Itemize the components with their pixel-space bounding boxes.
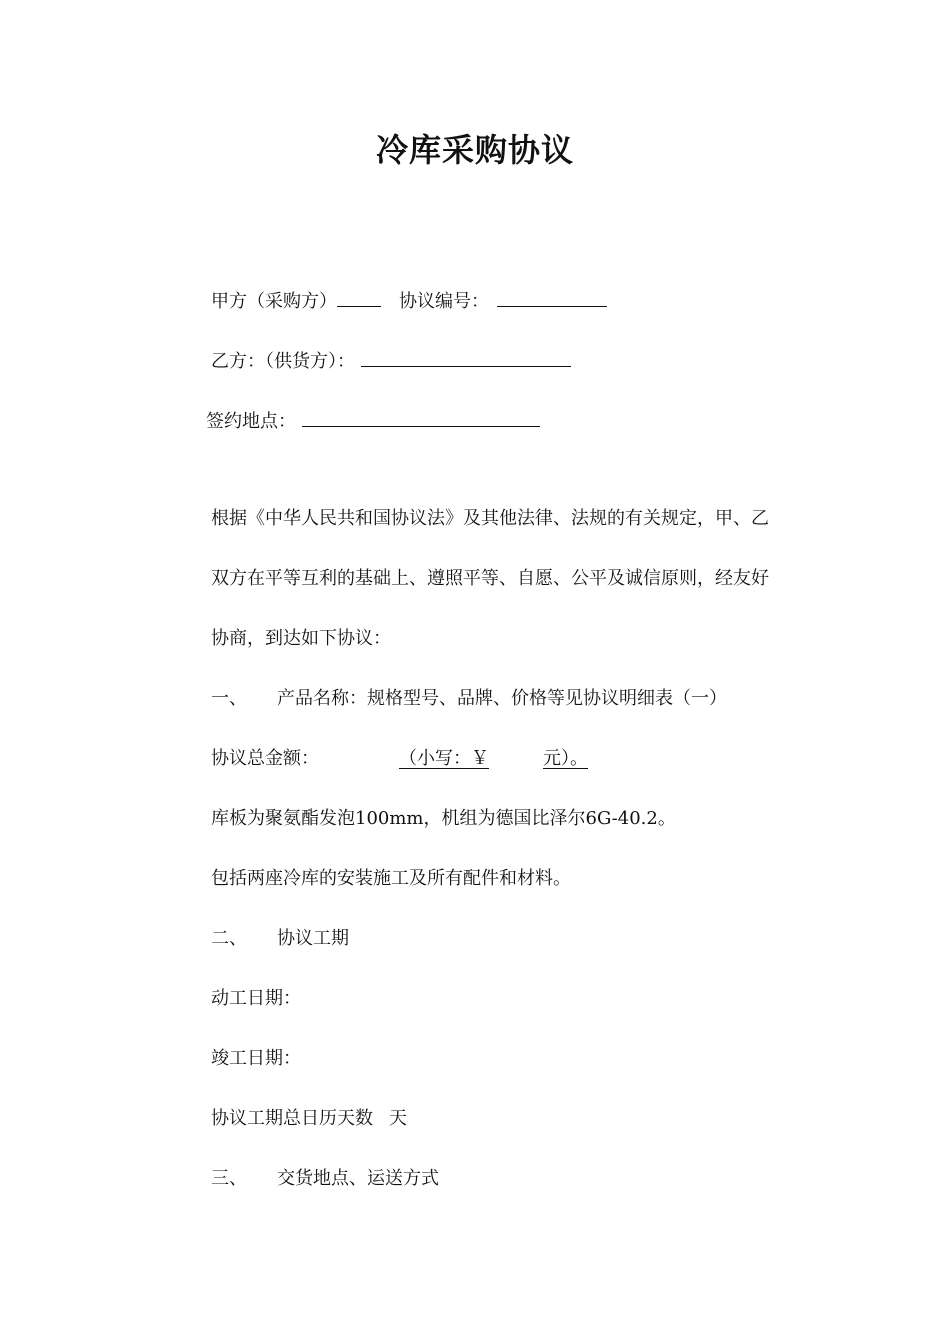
intro-line-3: 协商，到达如下协议： <box>211 628 391 649</box>
section-3-number: 三、 <box>211 1168 247 1189</box>
section-1-heading <box>211 686 727 712</box>
party-a-blank <box>337 288 381 307</box>
section-1-text: 产品名称：规格型号、品牌、价格等见协议明细表（一） <box>277 688 727 709</box>
party-b-row <box>211 348 571 375</box>
agreement-no-label: 协议编号： <box>399 291 489 312</box>
total-days-row <box>211 1106 407 1132</box>
intro-line-2: 双方在平等互利的基础上、遵照平等、自愿、公平及诚信原则，经友好 <box>211 568 769 589</box>
section-3-heading <box>211 1166 439 1192</box>
section-3-title: 交货地点、运送方式 <box>277 1168 439 1189</box>
section-2-heading <box>211 926 349 952</box>
intro-line-1: 根据《中华人民共和国协议法》及其他法律、法规的有关规定，甲、乙 <box>211 508 769 529</box>
spec-line: 库板为聚氨酯发泡100mm，机组为德国比泽尔6G-40.2。 <box>211 808 676 829</box>
total-small-suffix: 元）。 <box>543 748 588 769</box>
party-b-blank <box>361 348 571 367</box>
scope-line: 包括两座冷库的安装施工及所有配件和材料。 <box>211 868 571 889</box>
section-2-title: 协议工期 <box>277 928 349 949</box>
total-amount-label: 协议总金额： <box>211 748 319 769</box>
document-title: 冷库采购协议 <box>375 131 574 169</box>
section-1-number: 一、 <box>211 688 247 709</box>
party-a-row <box>211 288 607 315</box>
signing-place-blank <box>302 408 540 427</box>
section-2-number: 二、 <box>211 928 247 949</box>
total-amount-field <box>319 748 588 769</box>
party-a-label: 甲方（采购方） <box>211 291 337 312</box>
party-b-label: 乙方：（供货方）： <box>211 351 355 372</box>
total-amount-row <box>211 746 588 772</box>
agreement-no-blank <box>497 288 607 307</box>
signing-place-row <box>206 408 540 435</box>
end-date-row: 竣工日期： <box>211 1048 301 1069</box>
days-unit: 天 <box>389 1108 407 1129</box>
signing-place-label: 签约地点： <box>206 411 296 432</box>
start-date-row: 动工日期： <box>211 988 301 1009</box>
total-days-label: 协议工期总日历天数 <box>211 1108 373 1129</box>
total-small-prefix: （小写：￥ <box>399 748 489 769</box>
